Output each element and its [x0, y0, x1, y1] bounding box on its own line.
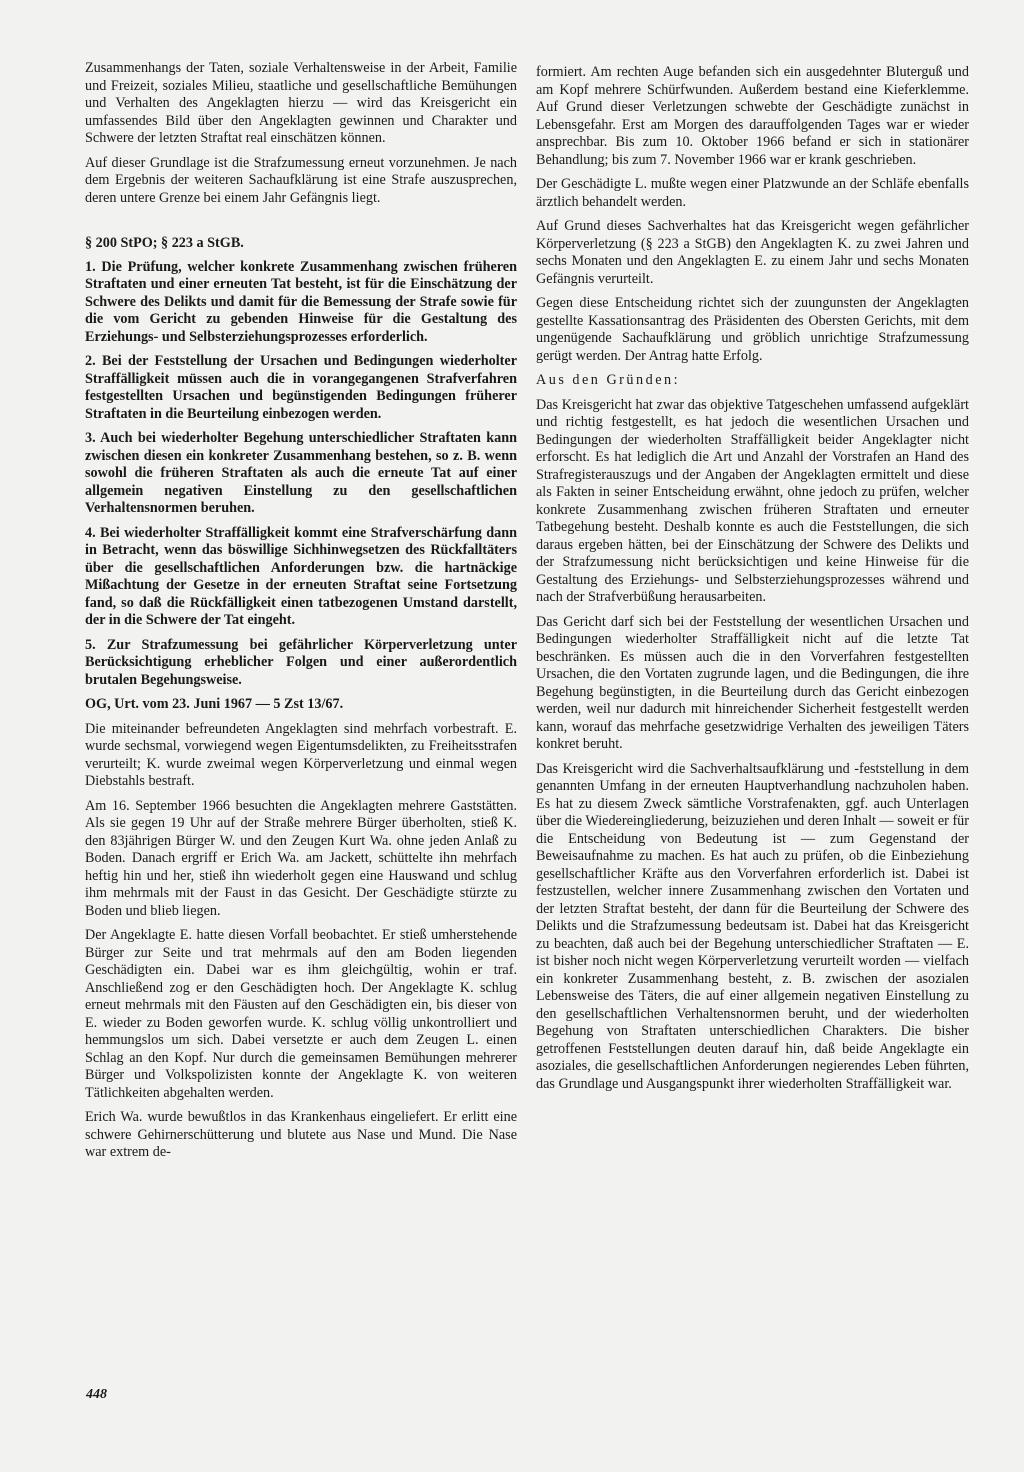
- facts-paragraph: Auf Grund dieses Sachverhaltes hat das Kreisgericht wegen gefährlicher Körperverletzung (§ 223 a StGB) den Angeklagten K. zu zwei Jahren und sechs Monaten und den Angeklagten E. zu einem Jahr und sechs Monaten Gefängnis verurteilt.: [536, 218, 969, 287]
- facts-paragraph: Erich Wa. wurde bewußtlos in das Krankenhaus eingeliefert. Er erlitt eine schwere Gehirnerschütterung und blutete aus Nase und Mund. Die Nase war extrem de-: [85, 1109, 517, 1160]
- headnote: 2. Bei der Feststellung der Ursachen und Bedingungen wiederholter Straffälligkeit müssen auch die in vorangegangenen Strafverfahren festgestellten Ursachen und begünstigenden Bedingungen früherer Straftaten in die Beurteilung einbezogen werden.: [85, 353, 517, 422]
- reasons-paragraph: Das Kreisgericht wird die Sachverhaltsaufklärung und -feststellung in dem genannten Umfang in der erneuten Hauptverhandlung nachzuholen haben. Es hat zu diesem Zweck sämtliche Vorstrafenakten, ggf. auch Unterlagen über die Wiedereingliederung, beizuziehen und deren Inhalt — soweit er für die Entscheidung von Bedeutung ist — zum Gegenstand der Beweisaufnahme zu machen. Es hat auch zu prüfen, ob die Einbeziehung gesellschaftlicher Kräfte aus den Vorverfahren erforderlich ist. Dabei ist festzustellen, welcher innere Zusammenhang zwischen den Vortaten und der letzten Straftat besteht, der dann für die Beurteilung der Schwere des Delikts und die Strafzumessung bedeutsam ist. Dabei hat das Kreisgericht zu beachten, daß auch bei der Begehung unterschiedlicher Straftaten — E. ist bisher noch nicht wegen Körperverletzung verurteilt worden — vielfach ein konkreter Zusammenhang besteht, z. B. zwischen der asozialen Lebensweise des Täters, die auf einer allgemein negativen Einstellung zu den gesellschaftlichen Verhaltensnormen beruht, und der wiederholten Begehung von Straftaten unterschiedlichen Charakters. Die bisher getroffenen Feststellungen deuten darauf hin, daß beide Angeklagte ein asoziales, die gesellschaftlichen Anforderungen negierendes Leben führten, das Grundlage und Ausgangspunkt ihrer wiederholten Straffälligkeit war.: [536, 760, 969, 1092]
- court-reference: OG, Urt. vom 23. Juni 1967 — 5 Zst 13/67.: [85, 696, 344, 712]
- reasons-heading: Aus den Gründen:: [536, 372, 681, 388]
- facts-paragraph: Die miteinander befreundeten Angeklagten sind mehrfach vorbestraft. E. wurde sechsmal, vorwiegend wegen Eigentumsdelikten, zu Freiheitsstrafen verurteilt; K. wurde zweimal wegen Körperverletzung und einmal wegen Diebstahls bestraft.: [85, 720, 517, 789]
- facts-paragraph: Der Angeklagte E. hatte diesen Vorfall beobachtet. Er stieß umherstehende Bürger zur Seite und trat mehrmals auf den am Boden liegenden Geschädigten ein. Dabei war es ihm gleichgültig, wohin er traf. Anschließend zog er den Geschädigten hoch. Der Angeklagte K. schlug erneut mehrmals mit den Fäusten auf den Geschädigten ein, bis dieser von E. wieder zu Boden geworfen wurde. K. schlug völlig unkontrolliert und hemmungslos um sich. Dabei versetzte er auch dem Zeugen L. einen Schlag an den Kopf. Nur durch die gemeinsamen Bemühungen mehrerer Bürger und Volkspolizisten konnte der Angeklagte K. von weiteren Tätlichkeiten abgehalten werden.: [85, 927, 517, 1101]
- headnote: 5. Zur Strafzumessung bei gefährlicher Körperverletzung unter Berücksichtigung erheblicher Folgen und einer außerordentlich brutalen Begehungsweise.: [85, 636, 517, 688]
- reasons-paragraph: Das Gericht darf sich bei der Feststellung der wesentlichen Ursachen und Bedingungen wiederholter Straffälligkeit nicht auf die letzte Tat beschränken. Es müssen auch die in den Vorverfahren festgestellten Ursachen, die den Vortaten zugrunde lagen, und die Bedingungen, die ihre Begehung begünstigten, in die Beurteilung durch das Gericht einbezogen werden, weil nur dadurch mit hinreichender Sicherheit festgestellt werden kann, worauf das mehrfache gesetzwidrige Verhalten des jeweiligen Täters konkret beruht.: [536, 613, 969, 752]
- headnote: 3. Auch bei wiederholter Begehung unterschiedlicher Straftaten kann zwischen diesen ein konkreter Zusammenhang bestehen, so z. B. wenn sowohl die früheren Straftaten als auch die erneute Tat auf einer allgemein negativen Einstellung zu den gesellschaftlichen Verhaltensnormen beruhen.: [85, 430, 517, 516]
- facts-paragraph: Der Geschädigte L. mußte wegen einer Platzwunde an der Schläfe ebenfalls ärztlich behandelt werden.: [536, 176, 969, 210]
- page-number: 448: [86, 1387, 107, 1402]
- right-column: [536, 64, 969, 1100]
- intro-paragraph: Zusammenhangs der Taten, soziale Verhaltensweise in der Arbeit, Familie und Freizeit, soziales Milieu, staatliche und gesellschaftliche Bemühungen und Verhalten des Angeklagten hierzu — wird das Kreisgericht ein umfassendes Bild über den Angeklagten gewinnen und Charakter und Schwere der letzten Straftat real einschätzen können.: [85, 60, 517, 146]
- intro-paragraph: Auf dieser Grundlage ist die Strafzumessung erneut vorzunehmen. Je nach dem Ergebnis der weiteren Sachaufklärung ist eine Strafe auszusprechen, deren untere Grenze bei einem Jahr Gefängnis liegt.: [85, 154, 517, 206]
- facts-paragraph: Am 16. September 1966 besuchten die Angeklagten mehrere Gaststätten. Als sie gegen 19 Uhr auf der Straße mehrere Bürger überholten, stieß K. den 83jährigen Bürger W. und den Zeugen Kurt Wa. ohne jeden Anlaß zu Boden. Danach ergriff er Erich Wa. am Jackett, schüttelte ihn mehrfach heftig hin und her, stieß ihn wiederholt gegen eine Hauswand und schlug ihm mehrmals mit der Faust in das Gesicht. Der Geschädigte stürzte zu Boden und blieb liegen.: [85, 797, 517, 919]
- facts-paragraph: formiert. Am rechten Auge befanden sich ein ausgedehnter Bluterguß und am Kopf mehrere Schürfwunden. Außerdem bestand eine Kieferklemme. Auf Grund dieser Verletzungen schwebte der Geschädigte zunächst in Lebensgefahr. Erst am Morgen des darauffolgenden Tages war er wieder ansprechbar. Bis zum 10. Oktober 1966 befand er sich in stationärer Behandlung; bis zum 7. November 1966 war er krank geschrieben.: [536, 64, 969, 168]
- left-column: [85, 60, 517, 1169]
- headnote: 4. Bei wiederholter Straffälligkeit kommt eine Strafverschärfung dann in Betracht, wenn das böswillige Sichhinwegsetzen des Rückfalltäters über die gesellschaftlichen Anforderungen bzw. die hartnäckige Mißachtung der Gesetze in der erneuten Straftat seine Fortsetzung fand, so daß die Rückfälligkeit einen tatbezogenen Umstand darstellt, der in die Schwere der Tat eingeht.: [85, 524, 517, 628]
- reasons-paragraph: Das Kreisgericht hat zwar das objektive Tatgeschehen umfassend aufgeklärt und richtig festgestellt, es hat jedoch die wesentlichen Ursachen und Bedingungen der wiederholten Straffälligkeit beider Angeklagter nicht erforscht. Es hat lediglich die Art und Anzahl der Vorstrafen an Hand des Strafregisterauszugs und der Angaben der Angeklagten ermittelt und diese als Fakten in seiner Entscheidung erwähnt, ohne jedoch zu prüfen, welcher konkrete Zusammenhang zwischen früheren Straftaten und erneuter Tatbegehung besteht. Deshalb konnte es auch die Feststellungen, die sich daraus ergeben hätten, bei der Einschätzung der Schwere des Delikts und der Strafzumessung nicht berücksichtigen und keine Hinweise für die Gestaltung des Erziehungs- und Selbsterziehungsprozesses während und nach der Strafverbüßung herausarbeiten.: [536, 396, 969, 605]
- headnote: 1. Die Prüfung, welcher konkrete Zusammenhang zwischen früheren Straftaten und einer erneuten Tat besteht, ist für die Einschätzung der Schwere des Delikts und damit für die Bemessung der Strafe sowie für die vom Gericht zu gebenden Hinweise für die Gestaltung des Erziehungs- und Selbsterziehungsprozesses erforderlich.: [85, 258, 517, 345]
- legal-norms-heading: § 200 StPO; § 223 a StGB.: [85, 235, 244, 251]
- facts-paragraph: Gegen diese Entscheidung richtet sich der zuungunsten der Angeklagten gestellte Kassationsantrag des Präsidenten des Obersten Gerichts, mit dem ungenügende Sachaufklärung und gröblich unrichtige Strafzumessung gerügt werden. Der Antrag hatte Erfolg.: [536, 295, 969, 364]
